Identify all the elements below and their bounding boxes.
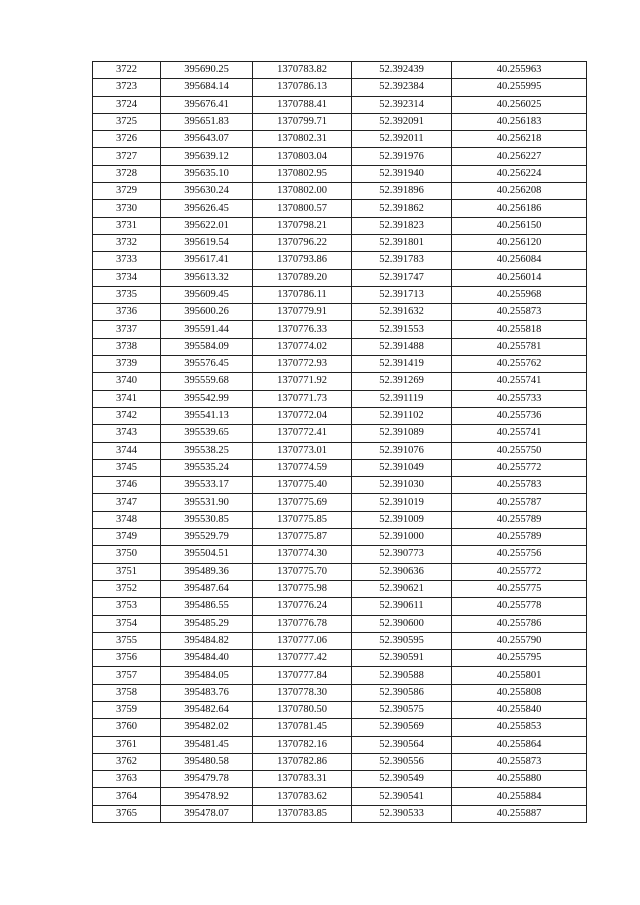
x-coordinate-cell: 395626.45 xyxy=(161,200,253,217)
latitude-cell: 52.391823 xyxy=(352,217,452,234)
point-number-cell: 3762 xyxy=(93,753,161,770)
latitude-cell: 52.392011 xyxy=(352,131,452,148)
table-row xyxy=(93,684,587,701)
latitude-cell: 52.391783 xyxy=(352,252,452,269)
x-coordinate-cell: 395639.12 xyxy=(161,148,253,165)
latitude-cell: 52.391089 xyxy=(352,425,452,442)
point-number-cell: 3729 xyxy=(93,183,161,200)
latitude-cell: 52.390586 xyxy=(352,684,452,701)
latitude-cell: 52.390621 xyxy=(352,580,452,597)
x-coordinate-cell: 395531.90 xyxy=(161,494,253,511)
point-number-cell: 3726 xyxy=(93,131,161,148)
table-row xyxy=(93,131,587,148)
table-row xyxy=(93,771,587,788)
longitude-cell: 40.255786 xyxy=(452,615,587,632)
x-coordinate-cell: 395635.10 xyxy=(161,165,253,182)
table-row xyxy=(93,580,587,597)
coordinates-table xyxy=(92,61,587,823)
point-number-cell: 3724 xyxy=(93,96,161,113)
latitude-cell: 52.390549 xyxy=(352,771,452,788)
latitude-cell: 52.391000 xyxy=(352,529,452,546)
point-number-cell: 3749 xyxy=(93,529,161,546)
x-coordinate-cell: 395684.14 xyxy=(161,79,253,96)
y-coordinate-cell: 1370772.41 xyxy=(253,425,352,442)
point-number-cell: 3747 xyxy=(93,494,161,511)
longitude-cell: 40.255864 xyxy=(452,736,587,753)
table-row xyxy=(93,286,587,303)
latitude-cell: 52.390541 xyxy=(352,788,452,805)
longitude-cell: 40.255873 xyxy=(452,304,587,321)
y-coordinate-cell: 1370786.13 xyxy=(253,79,352,96)
y-coordinate-cell: 1370775.98 xyxy=(253,580,352,597)
point-number-cell: 3737 xyxy=(93,321,161,338)
longitude-cell: 40.255772 xyxy=(452,563,587,580)
point-number-cell: 3761 xyxy=(93,736,161,753)
x-coordinate-cell: 395613.32 xyxy=(161,269,253,286)
longitude-cell: 40.255733 xyxy=(452,390,587,407)
latitude-cell: 52.392439 xyxy=(352,62,452,79)
point-number-cell: 3756 xyxy=(93,650,161,667)
x-coordinate-cell: 395480.58 xyxy=(161,753,253,770)
x-coordinate-cell: 395539.65 xyxy=(161,425,253,442)
latitude-cell: 52.392384 xyxy=(352,79,452,96)
longitude-cell: 40.256150 xyxy=(452,217,587,234)
longitude-cell: 40.256120 xyxy=(452,234,587,251)
x-coordinate-cell: 395609.45 xyxy=(161,286,253,303)
x-coordinate-cell: 395481.45 xyxy=(161,736,253,753)
y-coordinate-cell: 1370777.06 xyxy=(253,632,352,649)
x-coordinate-cell: 395483.76 xyxy=(161,684,253,701)
point-number-cell: 3739 xyxy=(93,356,161,373)
table-row xyxy=(93,321,587,338)
y-coordinate-cell: 1370783.62 xyxy=(253,788,352,805)
longitude-cell: 40.256227 xyxy=(452,148,587,165)
x-coordinate-cell: 395484.82 xyxy=(161,632,253,649)
y-coordinate-cell: 1370773.01 xyxy=(253,442,352,459)
x-coordinate-cell: 395617.41 xyxy=(161,252,253,269)
point-number-cell: 3754 xyxy=(93,615,161,632)
point-number-cell: 3736 xyxy=(93,304,161,321)
y-coordinate-cell: 1370783.31 xyxy=(253,771,352,788)
latitude-cell: 52.390575 xyxy=(352,701,452,718)
y-coordinate-cell: 1370776.78 xyxy=(253,615,352,632)
table-row xyxy=(93,632,587,649)
latitude-cell: 52.391119 xyxy=(352,390,452,407)
longitude-cell: 40.255756 xyxy=(452,546,587,563)
table-row xyxy=(93,304,587,321)
y-coordinate-cell: 1370775.69 xyxy=(253,494,352,511)
y-coordinate-cell: 1370772.93 xyxy=(253,356,352,373)
longitude-cell: 40.255808 xyxy=(452,684,587,701)
point-number-cell: 3760 xyxy=(93,719,161,736)
point-number-cell: 3730 xyxy=(93,200,161,217)
table-row xyxy=(93,529,587,546)
longitude-cell: 40.255772 xyxy=(452,459,587,476)
y-coordinate-cell: 1370789.20 xyxy=(253,269,352,286)
y-coordinate-cell: 1370771.92 xyxy=(253,373,352,390)
latitude-cell: 52.390564 xyxy=(352,736,452,753)
longitude-cell: 40.256084 xyxy=(452,252,587,269)
x-coordinate-cell: 395622.01 xyxy=(161,217,253,234)
x-coordinate-cell: 395576.45 xyxy=(161,356,253,373)
longitude-cell: 40.255741 xyxy=(452,425,587,442)
y-coordinate-cell: 1370783.85 xyxy=(253,805,352,822)
longitude-cell: 40.255781 xyxy=(452,338,587,355)
y-coordinate-cell: 1370775.87 xyxy=(253,529,352,546)
point-number-cell: 3727 xyxy=(93,148,161,165)
y-coordinate-cell: 1370772.04 xyxy=(253,407,352,424)
longitude-cell: 40.255736 xyxy=(452,407,587,424)
latitude-cell: 52.391102 xyxy=(352,407,452,424)
latitude-cell: 52.391009 xyxy=(352,511,452,528)
latitude-cell: 52.391632 xyxy=(352,304,452,321)
longitude-cell: 40.255801 xyxy=(452,667,587,684)
y-coordinate-cell: 1370775.40 xyxy=(253,477,352,494)
longitude-cell: 40.255783 xyxy=(452,477,587,494)
point-number-cell: 3763 xyxy=(93,771,161,788)
y-coordinate-cell: 1370781.45 xyxy=(253,719,352,736)
longitude-cell: 40.255775 xyxy=(452,580,587,597)
x-coordinate-cell: 395484.05 xyxy=(161,667,253,684)
point-number-cell: 3738 xyxy=(93,338,161,355)
table-row xyxy=(93,407,587,424)
y-coordinate-cell: 1370774.59 xyxy=(253,459,352,476)
y-coordinate-cell: 1370775.85 xyxy=(253,511,352,528)
latitude-cell: 52.390611 xyxy=(352,598,452,615)
x-coordinate-cell: 395538.25 xyxy=(161,442,253,459)
x-coordinate-cell: 395600.26 xyxy=(161,304,253,321)
table-row xyxy=(93,788,587,805)
point-number-cell: 3741 xyxy=(93,390,161,407)
y-coordinate-cell: 1370802.95 xyxy=(253,165,352,182)
point-number-cell: 3765 xyxy=(93,805,161,822)
latitude-cell: 52.390636 xyxy=(352,563,452,580)
y-coordinate-cell: 1370777.84 xyxy=(253,667,352,684)
y-coordinate-cell: 1370799.71 xyxy=(253,113,352,130)
table-row xyxy=(93,183,587,200)
x-coordinate-cell: 395486.55 xyxy=(161,598,253,615)
x-coordinate-cell: 395619.54 xyxy=(161,234,253,251)
table-row xyxy=(93,165,587,182)
table-row xyxy=(93,252,587,269)
latitude-cell: 52.390773 xyxy=(352,546,452,563)
longitude-cell: 40.256218 xyxy=(452,131,587,148)
longitude-cell: 40.256025 xyxy=(452,96,587,113)
longitude-cell: 40.256224 xyxy=(452,165,587,182)
x-coordinate-cell: 395542.99 xyxy=(161,390,253,407)
point-number-cell: 3728 xyxy=(93,165,161,182)
longitude-cell: 40.255787 xyxy=(452,494,587,511)
longitude-cell: 40.256208 xyxy=(452,183,587,200)
point-number-cell: 3759 xyxy=(93,701,161,718)
latitude-cell: 52.390600 xyxy=(352,615,452,632)
table-row xyxy=(93,650,587,667)
table-row xyxy=(93,148,587,165)
table-row xyxy=(93,356,587,373)
table-row xyxy=(93,390,587,407)
point-number-cell: 3733 xyxy=(93,252,161,269)
point-number-cell: 3740 xyxy=(93,373,161,390)
longitude-cell: 40.255789 xyxy=(452,529,587,546)
longitude-cell: 40.256186 xyxy=(452,200,587,217)
latitude-cell: 52.391553 xyxy=(352,321,452,338)
x-coordinate-cell: 395690.25 xyxy=(161,62,253,79)
longitude-cell: 40.255968 xyxy=(452,286,587,303)
point-number-cell: 3764 xyxy=(93,788,161,805)
y-coordinate-cell: 1370782.86 xyxy=(253,753,352,770)
table-row xyxy=(93,200,587,217)
point-number-cell: 3731 xyxy=(93,217,161,234)
table-row xyxy=(93,546,587,563)
longitude-cell: 40.256183 xyxy=(452,113,587,130)
point-number-cell: 3757 xyxy=(93,667,161,684)
x-coordinate-cell: 395504.51 xyxy=(161,546,253,563)
longitude-cell: 40.255995 xyxy=(452,79,587,96)
latitude-cell: 52.392091 xyxy=(352,113,452,130)
table-row xyxy=(93,477,587,494)
latitude-cell: 52.391940 xyxy=(352,165,452,182)
x-coordinate-cell: 395485.29 xyxy=(161,615,253,632)
y-coordinate-cell: 1370786.11 xyxy=(253,286,352,303)
x-coordinate-cell: 395541.13 xyxy=(161,407,253,424)
y-coordinate-cell: 1370802.00 xyxy=(253,183,352,200)
point-number-cell: 3758 xyxy=(93,684,161,701)
point-number-cell: 3753 xyxy=(93,598,161,615)
point-number-cell: 3752 xyxy=(93,580,161,597)
x-coordinate-cell: 395529.79 xyxy=(161,529,253,546)
y-coordinate-cell: 1370798.21 xyxy=(253,217,352,234)
latitude-cell: 52.391713 xyxy=(352,286,452,303)
x-coordinate-cell: 395487.64 xyxy=(161,580,253,597)
point-number-cell: 3745 xyxy=(93,459,161,476)
point-number-cell: 3732 xyxy=(93,234,161,251)
longitude-cell: 40.255790 xyxy=(452,632,587,649)
point-number-cell: 3746 xyxy=(93,477,161,494)
latitude-cell: 52.390569 xyxy=(352,719,452,736)
table-row xyxy=(93,459,587,476)
table-row xyxy=(93,79,587,96)
table-row xyxy=(93,62,587,79)
coordinates-table-body xyxy=(93,62,587,823)
y-coordinate-cell: 1370802.31 xyxy=(253,131,352,148)
x-coordinate-cell: 395482.02 xyxy=(161,719,253,736)
point-number-cell: 3744 xyxy=(93,442,161,459)
x-coordinate-cell: 395591.44 xyxy=(161,321,253,338)
y-coordinate-cell: 1370776.33 xyxy=(253,321,352,338)
point-number-cell: 3751 xyxy=(93,563,161,580)
longitude-cell: 40.255853 xyxy=(452,719,587,736)
table-row xyxy=(93,113,587,130)
x-coordinate-cell: 395478.92 xyxy=(161,788,253,805)
y-coordinate-cell: 1370780.50 xyxy=(253,701,352,718)
point-number-cell: 3748 xyxy=(93,511,161,528)
x-coordinate-cell: 395584.09 xyxy=(161,338,253,355)
longitude-cell: 40.255818 xyxy=(452,321,587,338)
table-row xyxy=(93,701,587,718)
longitude-cell: 40.255963 xyxy=(452,62,587,79)
point-number-cell: 3743 xyxy=(93,425,161,442)
table-row xyxy=(93,425,587,442)
y-coordinate-cell: 1370776.24 xyxy=(253,598,352,615)
longitude-cell: 40.255795 xyxy=(452,650,587,667)
y-coordinate-cell: 1370782.16 xyxy=(253,736,352,753)
table-row xyxy=(93,805,587,822)
longitude-cell: 40.255873 xyxy=(452,753,587,770)
latitude-cell: 52.391862 xyxy=(352,200,452,217)
table-row xyxy=(93,598,587,615)
y-coordinate-cell: 1370778.30 xyxy=(253,684,352,701)
point-number-cell: 3750 xyxy=(93,546,161,563)
y-coordinate-cell: 1370793.86 xyxy=(253,252,352,269)
x-coordinate-cell: 395535.24 xyxy=(161,459,253,476)
latitude-cell: 52.390533 xyxy=(352,805,452,822)
x-coordinate-cell: 395643.07 xyxy=(161,131,253,148)
latitude-cell: 52.390556 xyxy=(352,753,452,770)
y-coordinate-cell: 1370771.73 xyxy=(253,390,352,407)
table-row xyxy=(93,217,587,234)
latitude-cell: 52.391801 xyxy=(352,234,452,251)
y-coordinate-cell: 1370779.91 xyxy=(253,304,352,321)
table-row xyxy=(93,667,587,684)
x-coordinate-cell: 395530.85 xyxy=(161,511,253,528)
x-coordinate-cell: 395484.40 xyxy=(161,650,253,667)
table-row xyxy=(93,338,587,355)
y-coordinate-cell: 1370775.70 xyxy=(253,563,352,580)
table-row xyxy=(93,615,587,632)
longitude-cell: 40.255884 xyxy=(452,788,587,805)
x-coordinate-cell: 395479.78 xyxy=(161,771,253,788)
y-coordinate-cell: 1370777.42 xyxy=(253,650,352,667)
latitude-cell: 52.391030 xyxy=(352,477,452,494)
latitude-cell: 52.391896 xyxy=(352,183,452,200)
x-coordinate-cell: 395489.36 xyxy=(161,563,253,580)
point-number-cell: 3755 xyxy=(93,632,161,649)
longitude-cell: 40.255887 xyxy=(452,805,587,822)
y-coordinate-cell: 1370800.57 xyxy=(253,200,352,217)
y-coordinate-cell: 1370788.41 xyxy=(253,96,352,113)
latitude-cell: 52.391488 xyxy=(352,338,452,355)
x-coordinate-cell: 395482.64 xyxy=(161,701,253,718)
table-row xyxy=(93,719,587,736)
point-number-cell: 3725 xyxy=(93,113,161,130)
latitude-cell: 52.390588 xyxy=(352,667,452,684)
point-number-cell: 3723 xyxy=(93,79,161,96)
table-row xyxy=(93,736,587,753)
x-coordinate-cell: 395676.41 xyxy=(161,96,253,113)
table-row xyxy=(93,753,587,770)
y-coordinate-cell: 1370774.02 xyxy=(253,338,352,355)
latitude-cell: 52.390595 xyxy=(352,632,452,649)
x-coordinate-cell: 395559.68 xyxy=(161,373,253,390)
latitude-cell: 52.391076 xyxy=(352,442,452,459)
point-number-cell: 3742 xyxy=(93,407,161,424)
longitude-cell: 40.256014 xyxy=(452,269,587,286)
longitude-cell: 40.255840 xyxy=(452,701,587,718)
table-row xyxy=(93,511,587,528)
table-row xyxy=(93,494,587,511)
table-row xyxy=(93,269,587,286)
table-row xyxy=(93,234,587,251)
table-row xyxy=(93,563,587,580)
longitude-cell: 40.255750 xyxy=(452,442,587,459)
latitude-cell: 52.391019 xyxy=(352,494,452,511)
longitude-cell: 40.255778 xyxy=(452,598,587,615)
x-coordinate-cell: 395478.07 xyxy=(161,805,253,822)
latitude-cell: 52.392314 xyxy=(352,96,452,113)
point-number-cell: 3735 xyxy=(93,286,161,303)
latitude-cell: 52.391419 xyxy=(352,356,452,373)
table-row xyxy=(93,442,587,459)
latitude-cell: 52.391269 xyxy=(352,373,452,390)
longitude-cell: 40.255762 xyxy=(452,356,587,373)
table-row xyxy=(93,373,587,390)
latitude-cell: 52.391049 xyxy=(352,459,452,476)
table-row xyxy=(93,96,587,113)
x-coordinate-cell: 395533.17 xyxy=(161,477,253,494)
y-coordinate-cell: 1370796.22 xyxy=(253,234,352,251)
y-coordinate-cell: 1370783.82 xyxy=(253,62,352,79)
latitude-cell: 52.390591 xyxy=(352,650,452,667)
point-number-cell: 3734 xyxy=(93,269,161,286)
y-coordinate-cell: 1370774.30 xyxy=(253,546,352,563)
point-number-cell: 3722 xyxy=(93,62,161,79)
latitude-cell: 52.391976 xyxy=(352,148,452,165)
x-coordinate-cell: 395630.24 xyxy=(161,183,253,200)
x-coordinate-cell: 395651.83 xyxy=(161,113,253,130)
longitude-cell: 40.255789 xyxy=(452,511,587,528)
longitude-cell: 40.255880 xyxy=(452,771,587,788)
y-coordinate-cell: 1370803.04 xyxy=(253,148,352,165)
latitude-cell: 52.391747 xyxy=(352,269,452,286)
longitude-cell: 40.255741 xyxy=(452,373,587,390)
